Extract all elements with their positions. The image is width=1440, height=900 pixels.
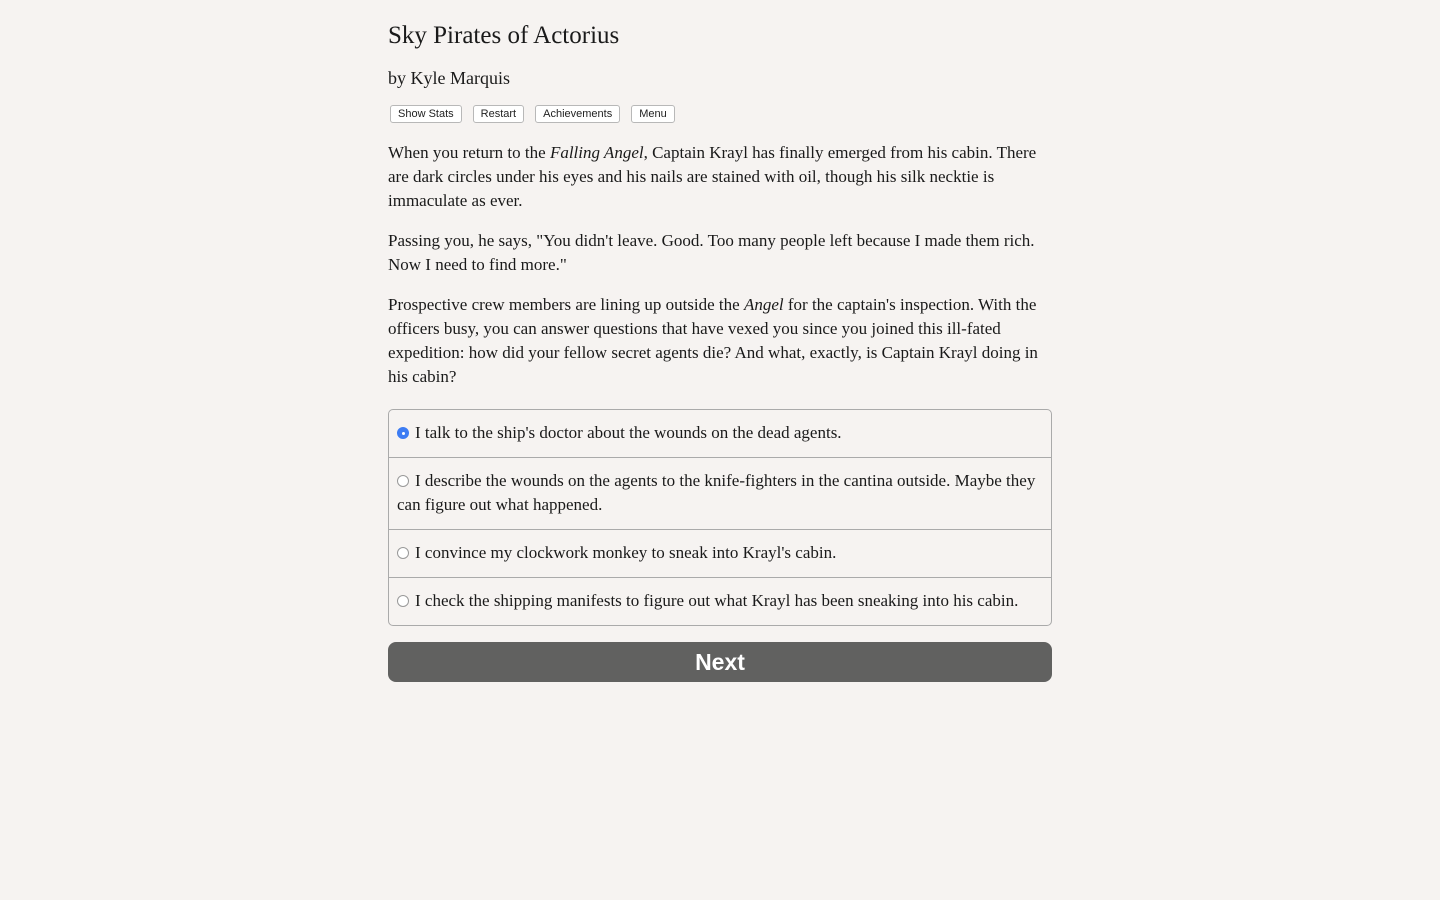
story-paragraph: [388, 293, 1052, 389]
choice-label: I check the shipping manifests to figure out what Krayl has been sneaking into his cabin.: [415, 591, 1019, 610]
restart-button[interactable]: Restart: [473, 105, 524, 123]
next-button[interactable]: Next: [388, 642, 1052, 682]
choice-option[interactable]: [389, 577, 1051, 625]
author-byline: by Kyle Marquis: [388, 68, 510, 88]
text: When you return to the: [388, 143, 550, 162]
game-title: Sky Pirates of Actorius: [388, 22, 620, 49]
show-stats-button[interactable]: Show Stats: [390, 105, 462, 123]
ship-name: Falling Angel: [549, 143, 644, 162]
choice-option[interactable]: [389, 529, 1051, 577]
text: , Captain Krayl has finally emerged from his cabin. There are dark circles under his eyes and his nails are stained with oil, though his silk necktie is immaculate as ever.: [388, 143, 1037, 210]
text: for the captain's inspection. With the officers busy, you can answer questions that have vexed you since you joined this ill-fated expedition: how did your fellow secret agents die? And what, exactly, is Captain Krayl doing in his cabin?: [388, 295, 1038, 386]
story-paragraph: [388, 141, 1052, 213]
toolbar: [388, 105, 1052, 123]
choice-option[interactable]: [389, 410, 1051, 457]
choice-label: I convince my clockwork monkey to sneak into Krayl's cabin.: [415, 543, 837, 562]
menu-button[interactable]: Menu: [631, 105, 675, 123]
game-content: [388, 0, 1052, 682]
radio-icon[interactable]: [397, 595, 409, 607]
radio-icon[interactable]: [397, 475, 409, 487]
text: Prospective crew members are lining up outside the: [388, 295, 744, 314]
choice-label: I describe the wounds on the agents to the knife-fighters in the cantina outside. Maybe they can figure out what happened.: [397, 471, 1036, 514]
radio-icon[interactable]: [397, 547, 409, 559]
radio-selected-icon[interactable]: [397, 427, 409, 439]
choice-option[interactable]: [389, 457, 1051, 529]
choice-list: [388, 409, 1052, 626]
achievements-button[interactable]: Achievements: [535, 105, 620, 123]
choice-label: I talk to the ship's doctor about the wounds on the dead agents.: [415, 423, 842, 442]
story-paragraph: Passing you, he says, "You didn't leave. Good. Too many people left because I made them rich. Now I need to find more.": [388, 231, 1035, 274]
ship-name: Angel: [743, 295, 784, 314]
story-text: [388, 141, 1052, 389]
